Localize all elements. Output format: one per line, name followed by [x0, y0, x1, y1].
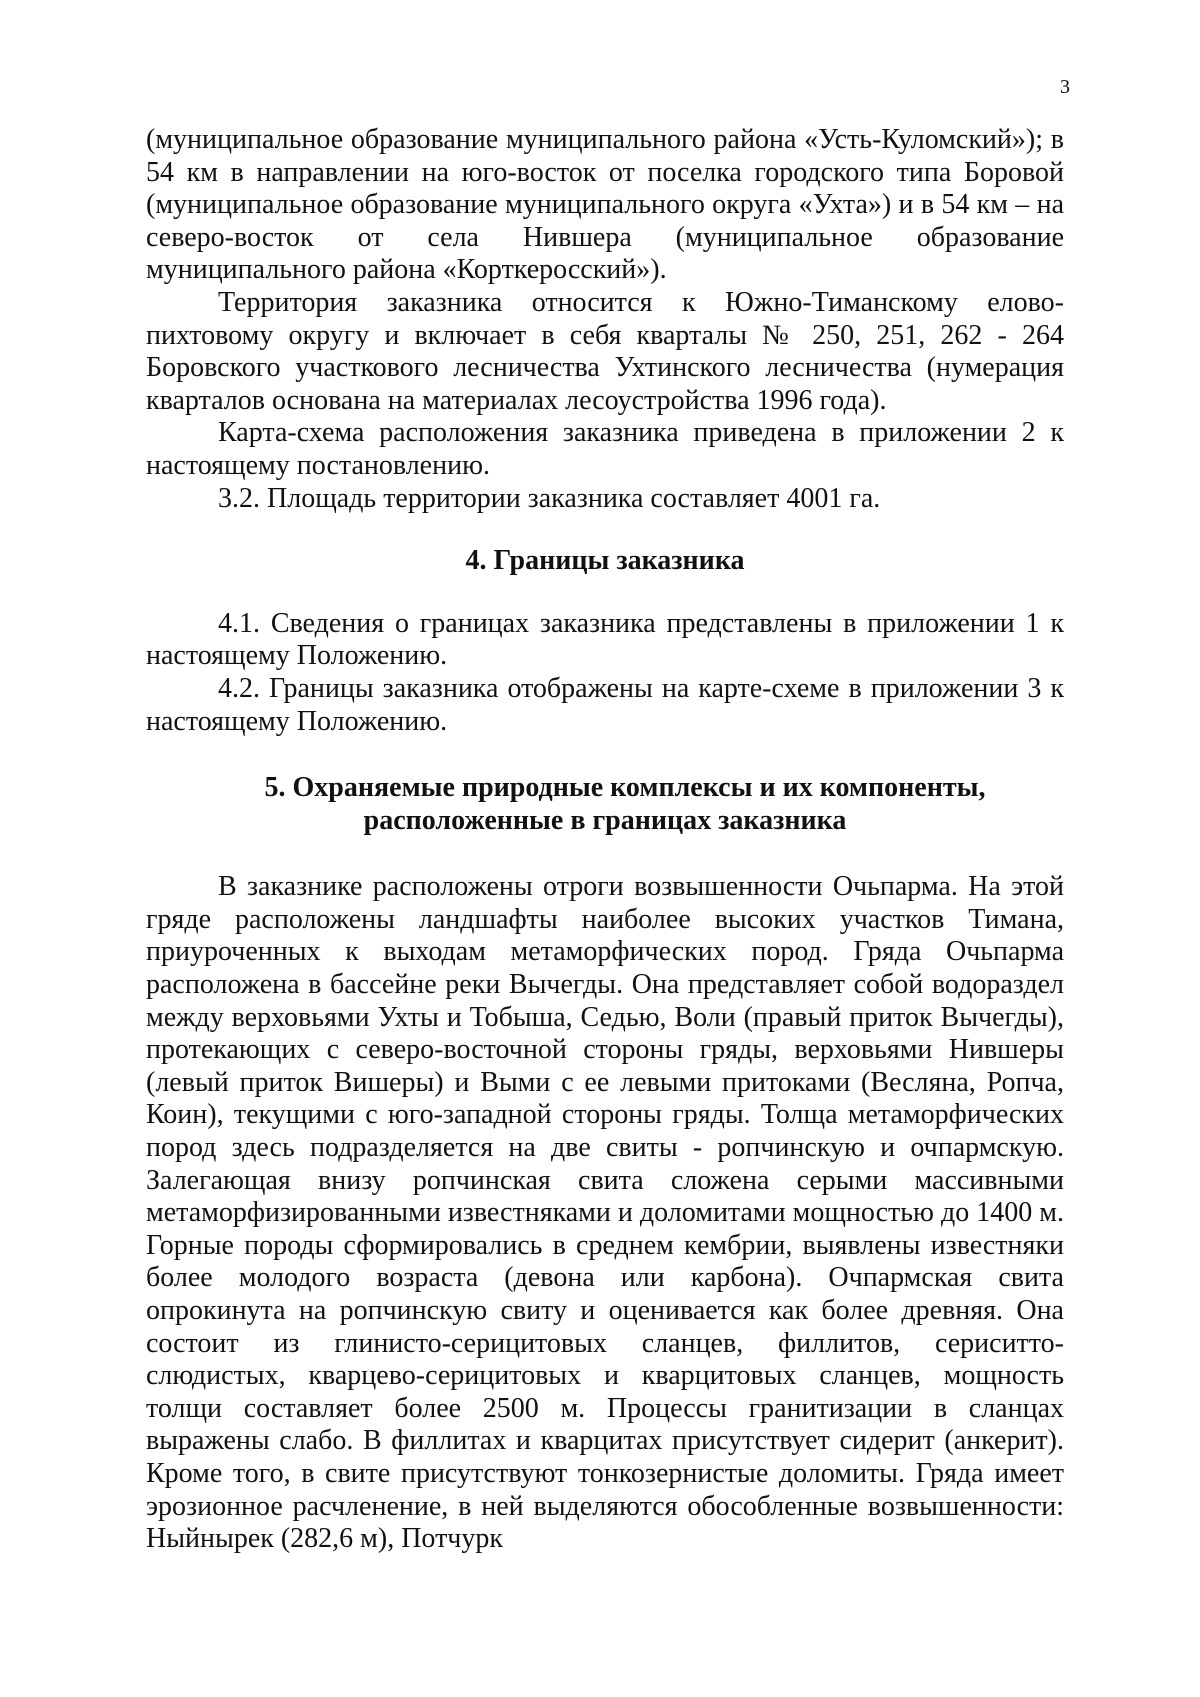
paragraph-location-continued: (муниципальное образование муниципального района «Усть-Куломский»); в 54 км в направлении на юго-восток от поселка городского типа Боровой (муниципальное образование муниципального округа «Ухта») и в 54 км – на северо-восток от села Нившера (муниципальное образование муниципального района «Корткеросский»).: [146, 124, 1064, 286]
page-number: 3: [1060, 76, 1070, 98]
document-body: [146, 124, 1064, 1556]
paragraph-area: 3.2. Площадь территории заказника составляет 4001 га.: [218, 482, 881, 514]
section-4-heading: 4. Границы заказника: [465, 545, 745, 577]
section-5-heading-line-1: 5. Охраняемые природные комплексы и их компоненты,: [264, 772, 986, 804]
section-5-body: В заказнике расположены отроги возвышенности Очьпарма. На этой гряде расположены ландшафты наиболее высоких участков Тимана, приуроченных к выходам метаморфических пород. Гряда Очьпарма расположена в бассейне реки Вычегды. Она представляет собой водораздел между верховьями Ухты и Тобыша, Седью, Воли (правый приток Вычегды), протекающих с северо-восточной стороны гряды, верховьями Нившеры (левый приток Вишеры) и Выми с ее левыми притоками (Весляна, Ропча, Коин), текущими с юго-западной стороны гряды. Толща метаморфических пород здесь подразделяется на две свиты - ропчинскую и очпармскую. Залегающая внизу ропчинская свита сложена серыми массивными метаморфизированными известняками и доломитами мощностью до 1400 м. Горные породы сформировались в среднем кембрии, выявлены известняки более молодого возраста (девона или карбона). Очпармская свита опрокинута на ропчинскую свиту и оценивается как более древняя. Она состоит из глинисто-серицитовых сланцев, филлитов, сериcитто-слюдистых, кварцево-серицитовых и кварцитовых сланцев, мощность толщи составляет более 2500 м. Процессы гранитизации в сланцах выражены слабо. В филлитах и кварцитах присутствует сидерит (анкерит). Кроме того, в свите присутствуют тонкозернистые доломиты. Гряда имеет эрозионное расчленение, в ней выделяются обособленные возвышенности: Ныйнырек (282,6 м), Потчурк: [146, 871, 1064, 1555]
section-4-item-1: 4.1. Сведения о границах заказника представлены в приложении 1 к настоящему Положению.: [146, 607, 1064, 672]
section-4-item-2: 4.2. Границы заказника отображены на карте-схеме в приложении 3 к настоящему Положению.: [146, 672, 1064, 737]
section-5-heading-line-2: расположенные в границах заказника: [363, 804, 847, 836]
paragraph-territory: Территория заказника относится к Южно-Тиманскому елово-пихтовому округу и включает в себя кварталы № 250, 251, 262 - 264 Боровского участкового лесничества Ухтинского лесничества (нумерация кварталов основана на материалах лесоустройства 1996 года).: [146, 286, 1064, 416]
paragraph-map-reference: Карта-схема расположения заказника приведена в приложении 2 к настоящему постановлению.: [146, 417, 1064, 481]
